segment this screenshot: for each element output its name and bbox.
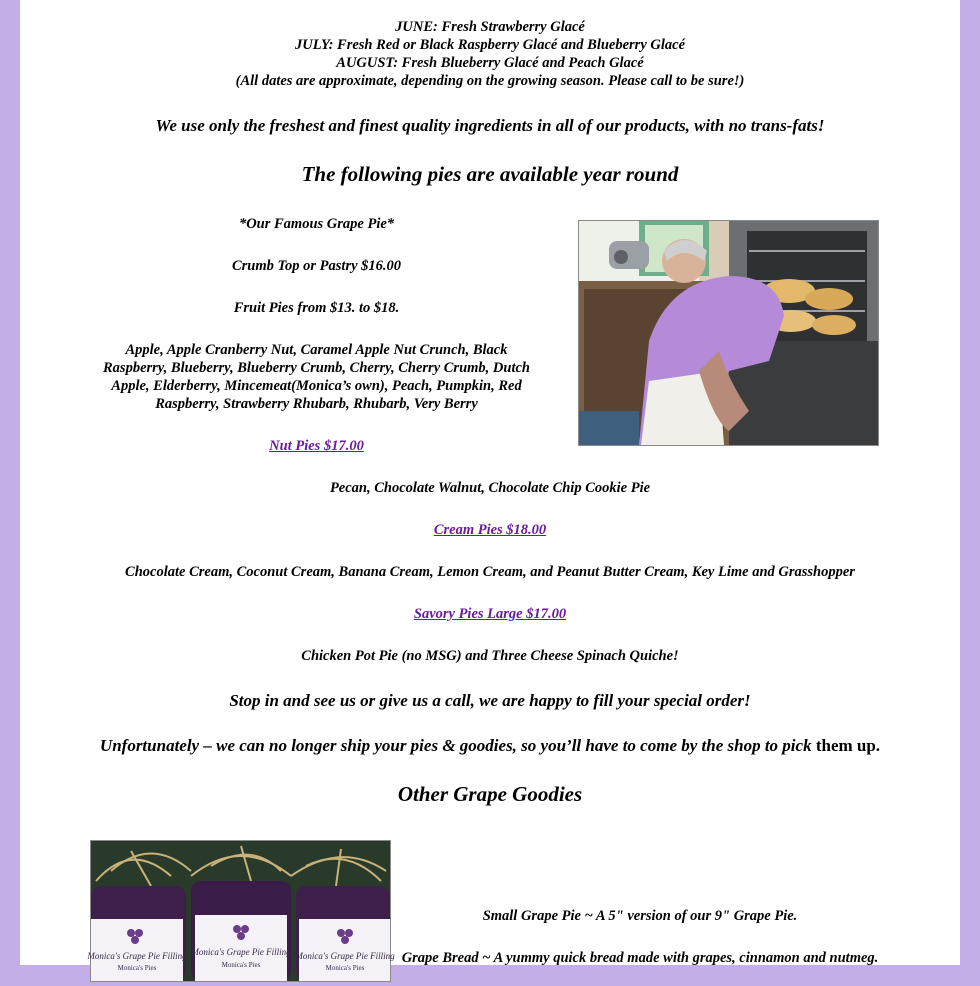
- baker-photo: [578, 220, 879, 446]
- grape-pie-section: [90, 215, 543, 455]
- shipping-note-italic: Unfortunately – we can no longer ship your pies & goodies, so you’ll have to come by the shop to pick: [99, 736, 812, 755]
- year-round-heading: The following pies are available year round: [301, 162, 679, 186]
- cream-pies-link[interactable]: Cream Pies $18.00: [433, 522, 547, 538]
- season-note: (All dates are approximate, depending on the growing season. Please call to be sure!): [235, 73, 745, 89]
- jar-label-1: Monica's Grape Pie Filling: [87, 951, 187, 961]
- july-season: JULY: Fresh Red or Black Raspberry Glacé and Blueberry Glacé: [295, 37, 685, 53]
- jar-sublabel-1: Monica's Pies: [117, 964, 157, 972]
- august-season: AUGUST: Fresh Blueberry Glacé and Peach Glacé: [336, 55, 644, 71]
- savory-pies-list: Chicken Pot Pie (no MSG) and Three Cheese Spinach Quiche!: [301, 648, 679, 664]
- shipping-note: [20, 736, 960, 756]
- nut-pies-link[interactable]: Nut Pies $17.00: [269, 438, 364, 454]
- baker-oven-image: [579, 221, 878, 445]
- jar-label-2: Monica's Grape Pie Filling: [191, 947, 291, 957]
- jar-sublabel-2: Monica's Pies: [221, 961, 261, 969]
- fruit-pie-list: Apple, Apple Cranberry Nut, Caramel Apple Nut Crunch, Black Raspberry, Blueberry, Blueberry Crumb, Cherry, Cherry Crumb, Dutch Apple, Elderberry, Mincemeat(Monica’s own), Peach, Pumpkin, Red Raspberry, Strawberry Rhubarb, Rhubarb, Very Berry: [103, 342, 530, 412]
- order-note: Stop in and see us or give us a call, we are happy to fill your special order!: [229, 691, 751, 710]
- page-content: [20, 0, 960, 972]
- cream-pies-list: Chocolate Cream, Coconut Cream, Banana Cream, Lemon Cream, and Peanut Butter Cream, Key Lime and Grasshopper: [125, 564, 855, 580]
- savory-pies-link[interactable]: Savory Pies Large $17.00: [413, 606, 567, 622]
- small-grape-pie: Small Grape Pie ~ A 5" version of our 9" Grape Pie.: [482, 908, 798, 924]
- grape-pie-title: *Our Famous Grape Pie*: [238, 216, 395, 232]
- jar-label-3: Monica's Grape Pie Filling: [295, 951, 395, 961]
- grape-filling-jars-image: [87, 841, 395, 981]
- june-season: JUNE: Fresh Strawberry Glacé: [395, 19, 585, 35]
- quality-note: We use only the freshest and finest quality ingredients in all of our products, with no trans-fats!: [155, 116, 825, 135]
- grape-pie-price: Crumb Top or Pastry $16.00: [231, 258, 402, 274]
- nut-pies-list: Pecan, Chocolate Walnut, Chocolate Chip Cookie Pie: [329, 480, 651, 496]
- shipping-note-end: them up.: [811, 736, 881, 755]
- fruit-pie-price: Fruit Pies from $13. to $18.: [233, 300, 400, 316]
- jars-photo: [87, 840, 395, 982]
- grape-bread: Grape Bread ~ A yummy quick bread made with grapes, cinnamon and nutmeg.: [401, 950, 879, 966]
- other-goodies-heading: Other Grape Goodies: [397, 782, 583, 806]
- jar-sublabel-3: Monica's Pies: [325, 964, 365, 972]
